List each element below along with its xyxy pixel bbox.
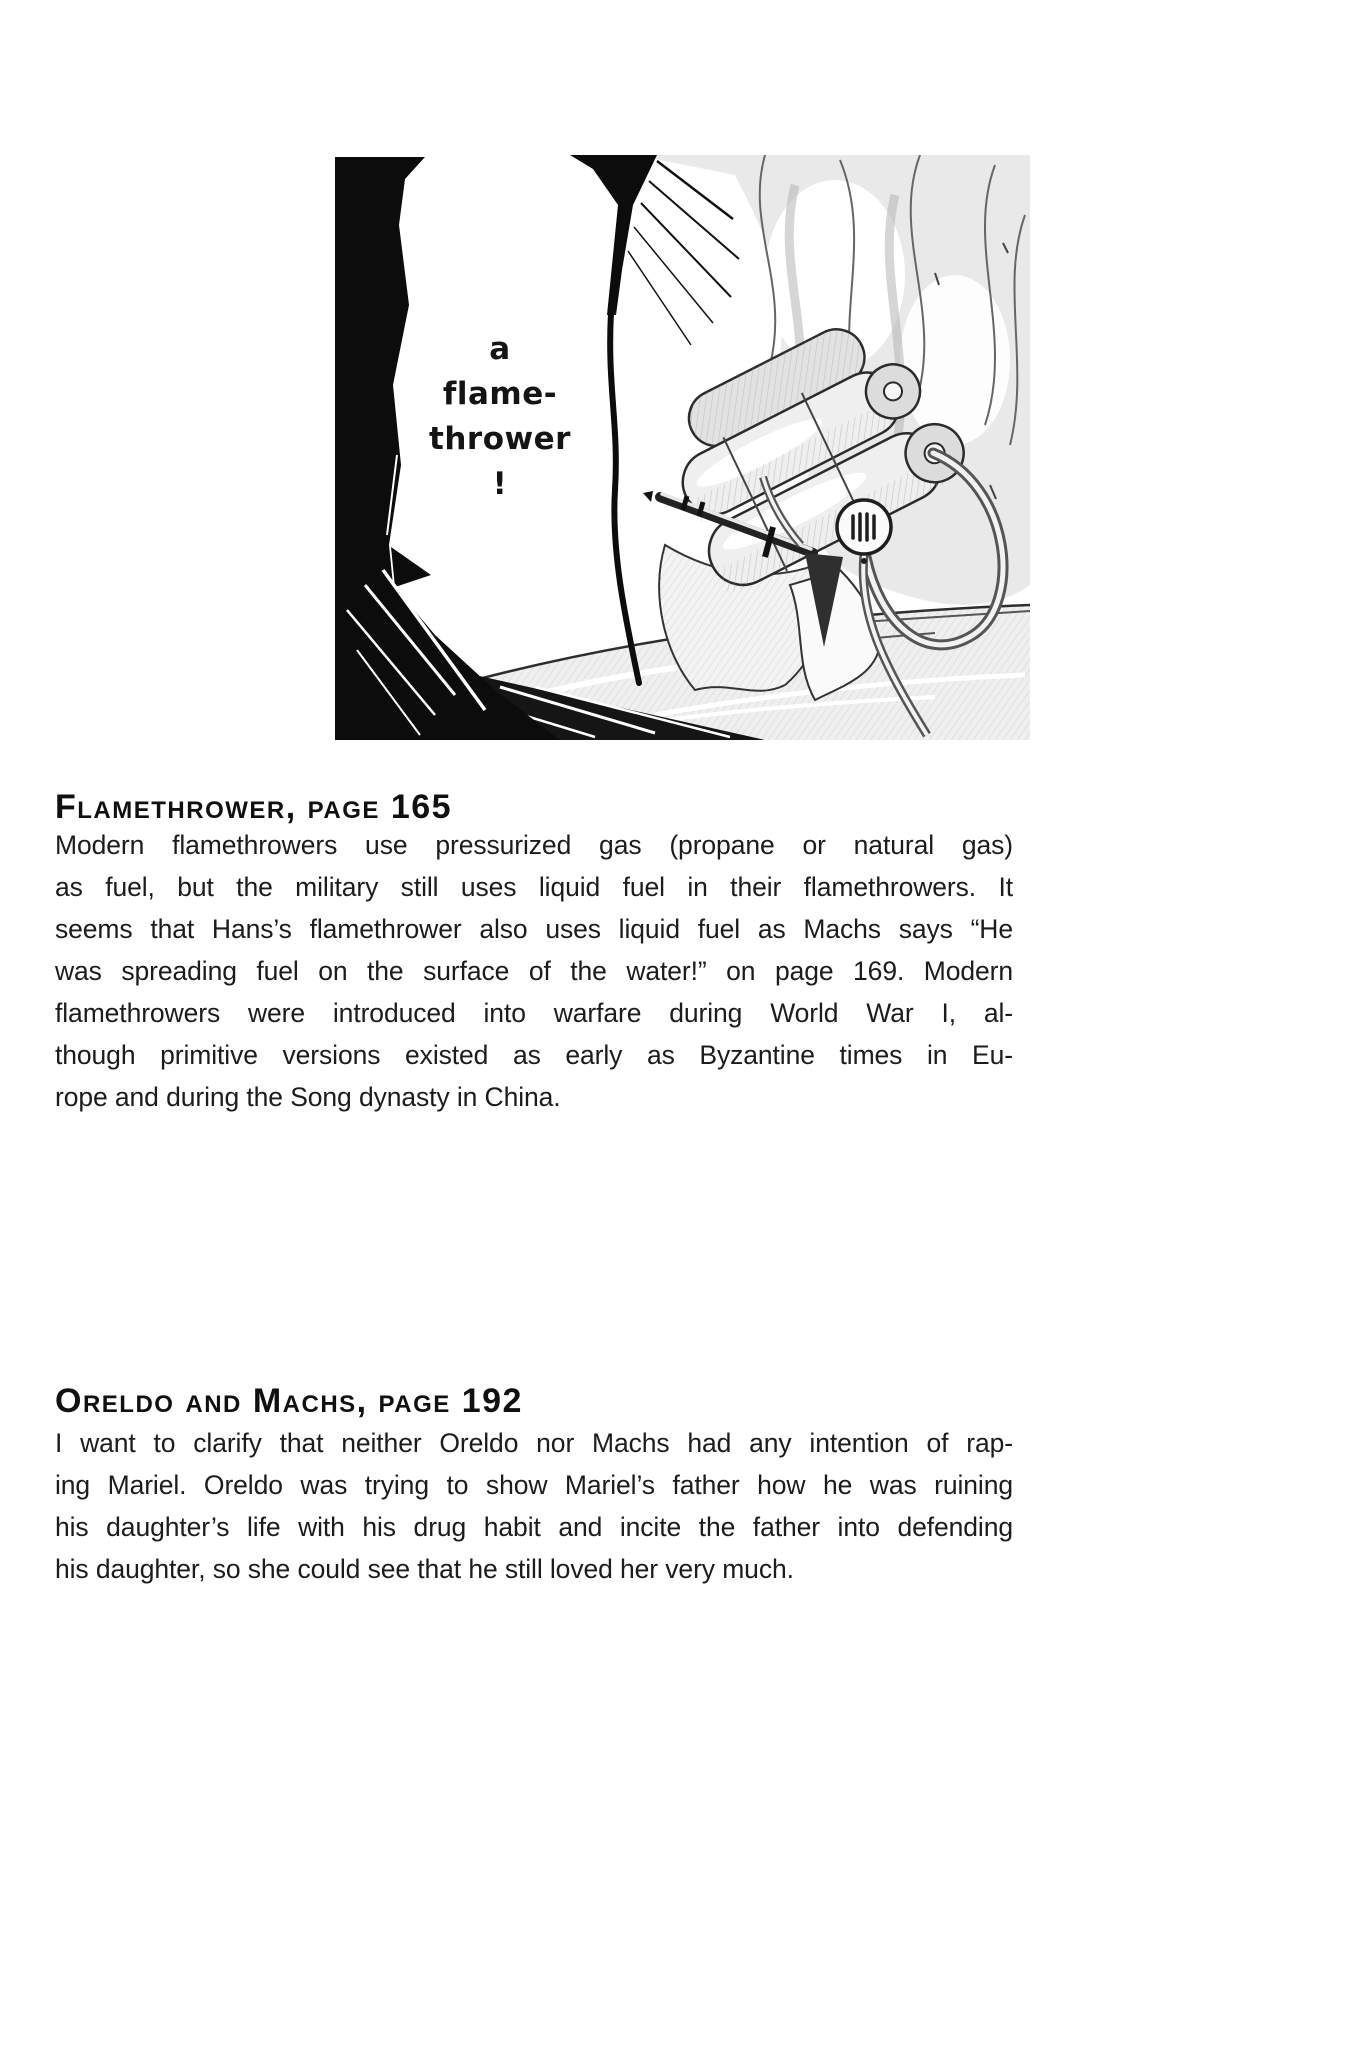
manga-panel-illustration (335, 155, 1030, 740)
body-line: I want to clarify that neither Oreldo nor Machs had any intention of rap- (55, 1428, 1013, 1458)
body-line: Modern flamethrowers use pressurized gas (propane or natural gas) (55, 830, 1013, 860)
body-line: his daughter, so she could see that he still loved her very much. (55, 1554, 794, 1584)
bubble-line: ! (492, 466, 508, 502)
oreldo-machs-note-paragraph (55, 1422, 1013, 1590)
bubble-line: thrower (429, 421, 571, 457)
body-line: flamethrowers were introduced into warfare during World War I, al- (55, 998, 1013, 1028)
body-line: his daughter’s life with his drug habit and incite the father into defending (55, 1512, 1013, 1542)
section-heading-oreldo-machs: Oreldo and Machs, page 192 (55, 1382, 523, 1421)
body-line: rope and during the Song dynasty in China. (55, 1082, 561, 1112)
body-line: seems that Hans’s flamethrower also uses liquid fuel as Machs says “He (55, 914, 1013, 944)
bubble-line: flame- (442, 376, 558, 412)
body-line: as fuel, but the military still uses liquid fuel in their flamethrowers. It (55, 872, 1013, 902)
bubble-line: a (489, 331, 511, 367)
body-line: was spreading fuel on the surface of the water!” on page 169. Modern (55, 956, 1013, 986)
body-line: ing Mariel. Oreldo was trying to show Mariel’s father how he was ruining (55, 1470, 1013, 1500)
flamethrower-note-paragraph (55, 824, 1013, 1118)
body-line: though primitive versions existed as early as Byzantine times in Eu- (55, 1040, 1013, 1070)
speech-bubble-text (420, 327, 580, 507)
section-heading-flamethrower: Flamethrower, page 165 (55, 788, 453, 827)
